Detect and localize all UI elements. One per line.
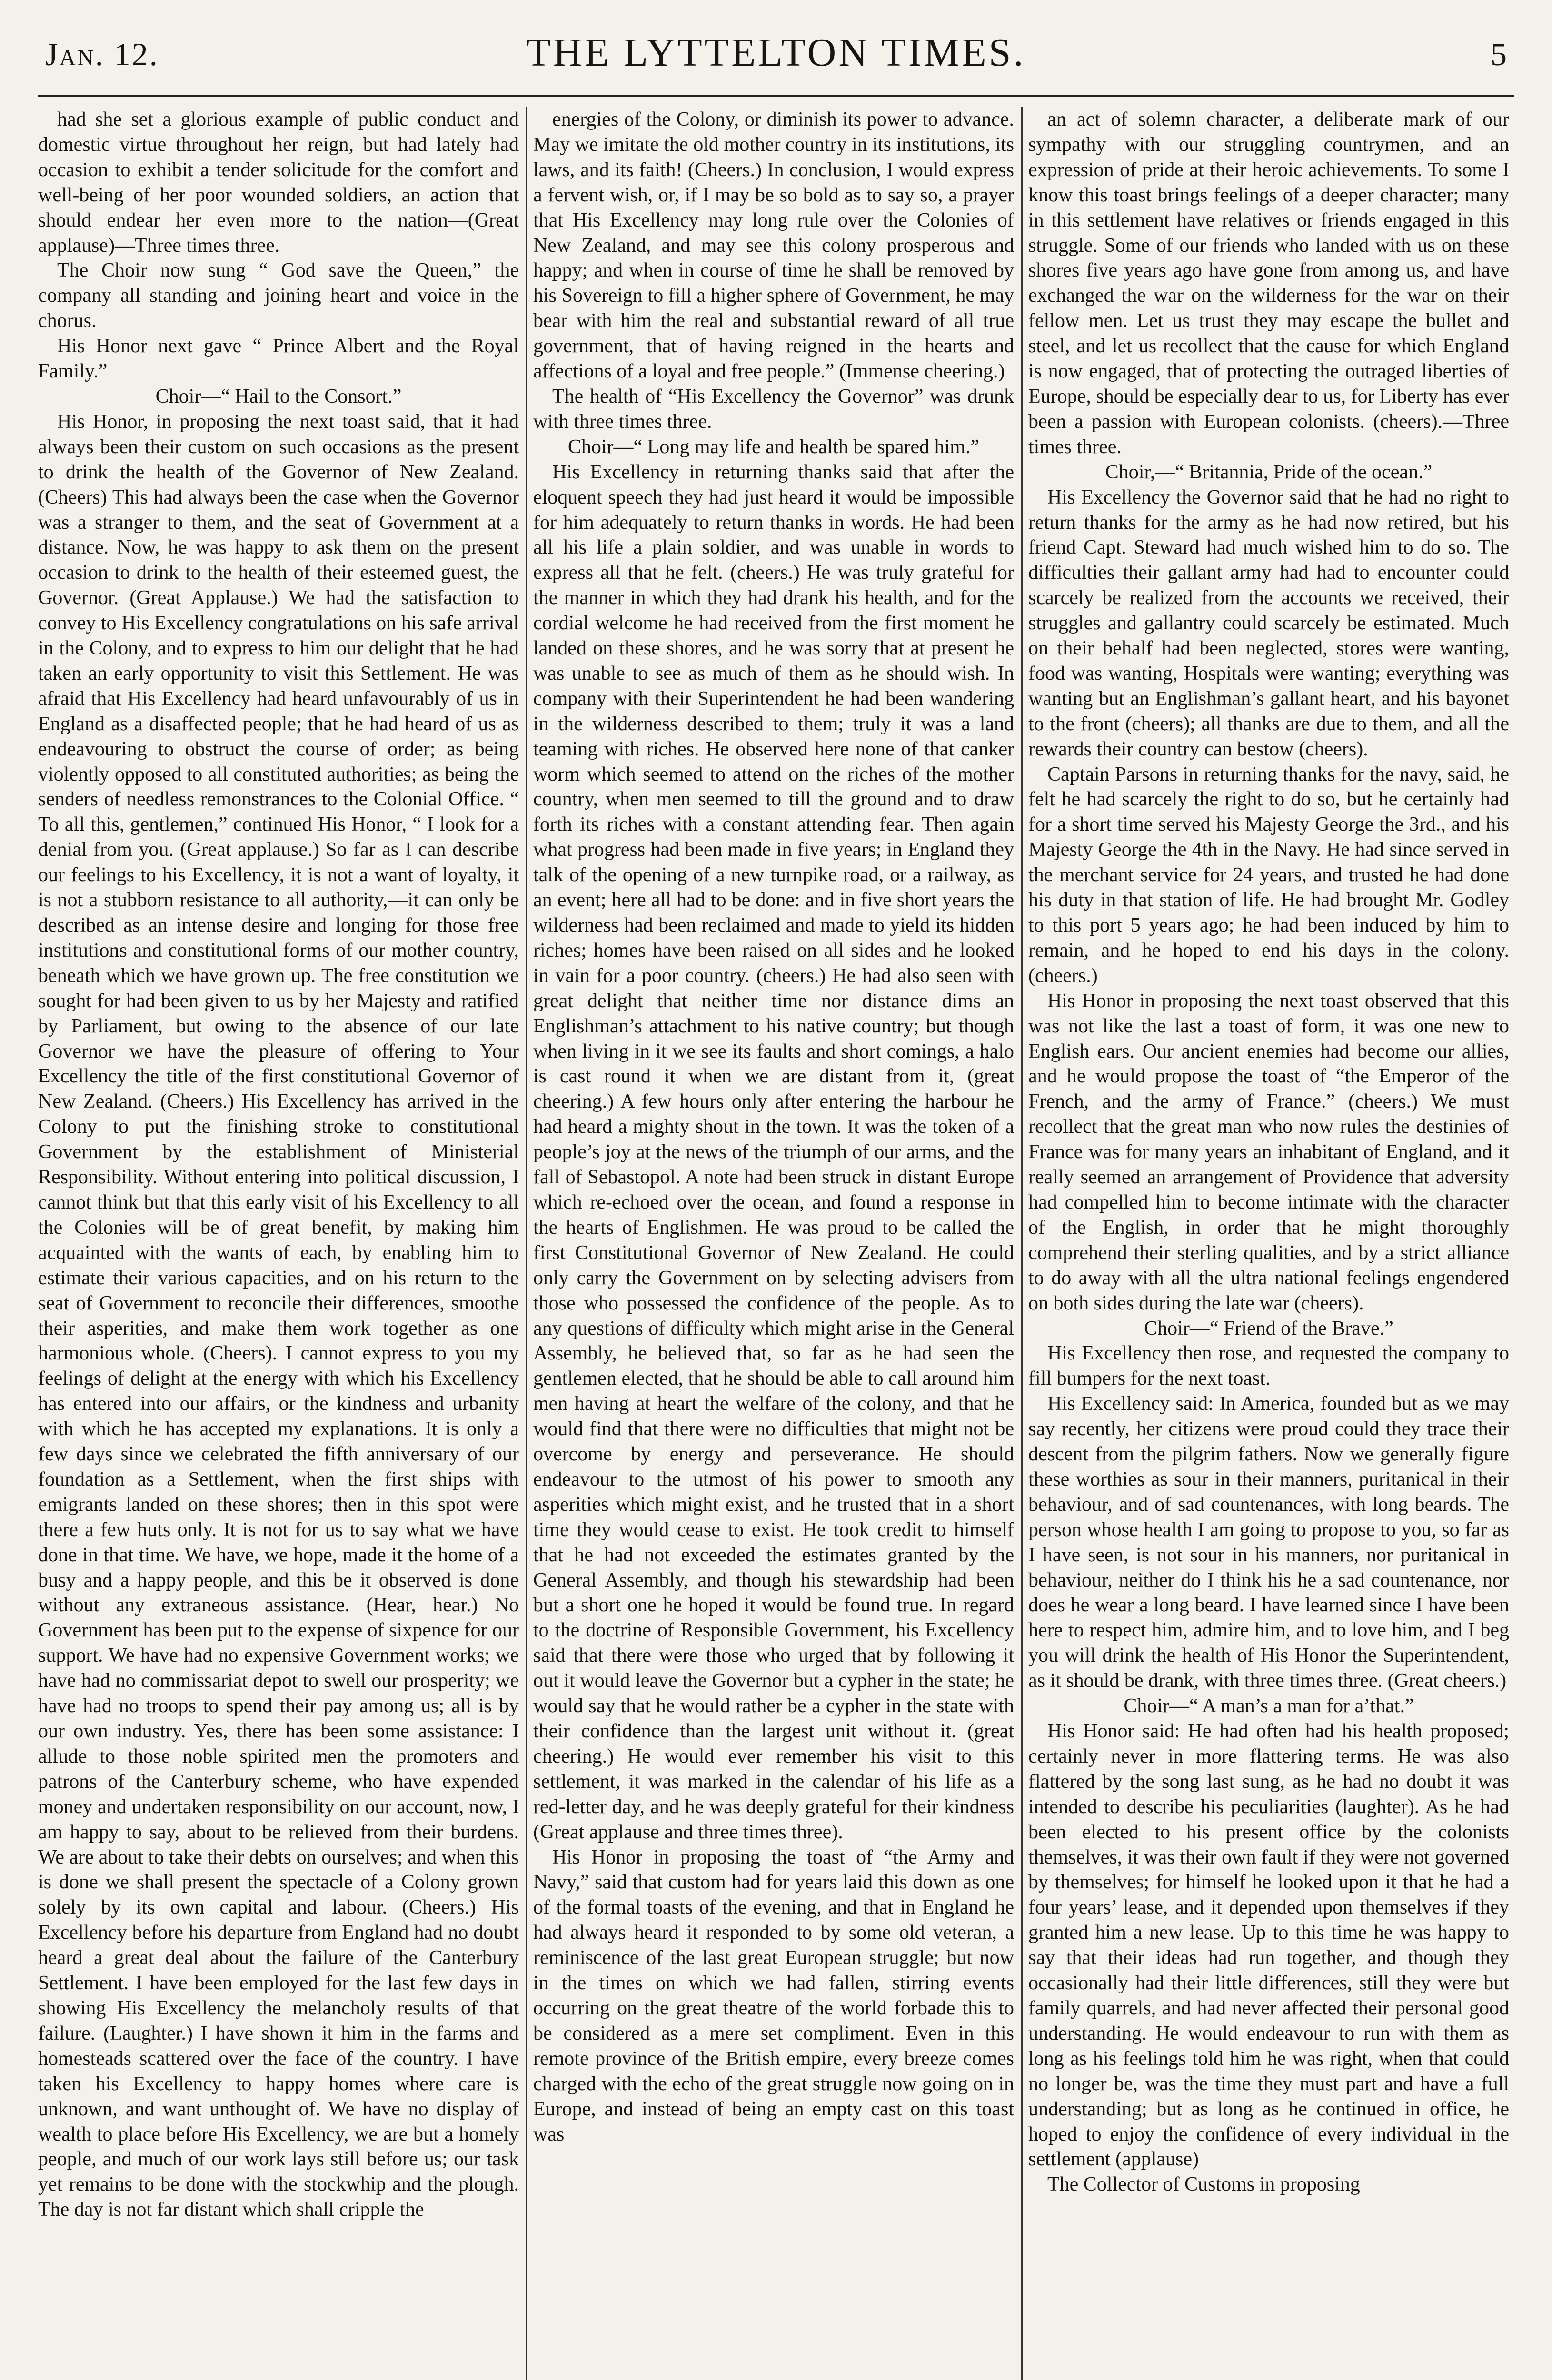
choir-line: Choir—“ Long may life and health be spared him.” [567,436,980,458]
column-divider [1021,107,1023,2380]
text-column-3 [1028,107,1509,2380]
paragraph: His Excellency in returning thanks said that after the eloquent speech they had just heard it would be impossible for him adequately to return thanks in words. He had been all his life a plain soldier, and was unable in words to express all that he felt. (cheers.) He was truly grateful for the manner in which they had drank his health, and for the cordial welcome he had received from the first moment he landed on these shores, and he was sorry that at present he was unable to see as much of them as he should wish. In company with their Superintendent he had been wandering in the wilderness described to them; truly it was a land teaming with riches. He observed here none of that canker worm which seemed to attend on the riches of the mother country, when men seemed to till the ground and to draw forth its riches with a constant attending fear. Then again what progress had been made in five years; in England they talk of the opening of a new turnpike road, or a railway, as an event; here all had to be done: and in five short years the wilderness had been reclaimed and made to yield its hidden riches; homes have been raised on all sides and he looked in vain for a poor country. (cheers.) He had also seen with great delight that neither time nor distance dims an Englishman’s attachment to his native country; but though when living in it we see its faults and short comings, a halo is cast round it when we are distant from it, (great cheering.) A few hours only after entering the harbour he had heard a mighty shout in the town. It was the token of a people’s joy at the news of the triumph of our arms, and the fall of Sebastopol. A note had been struck in distant Europe which re-echoed over the ocean, and found a response in the hearts of Englishmen. He was proud to be called the first Constitutional Governor of New Zealand. He could only carry the Government on by selecting advisers from those who possessed the confidence of the people. As to any questions of difficulty which might arise in the General Assembly, he believed that, so far as he had seen the gentlemen elected, that he should be able to call around him men having at heart the welfare of the colony, and that he would find that there were no difficulties that might not be overcome by energy and perseverance. He should endeavour to the utmost of his power to smooth any asperities which might exist, and he trusted that in a short time they would cease to exist. He took credit to himself that he had not exceeded the estimates granted by the General Assembly, and though his stewardship had been but a short one he hoped it would be found true. In regard to the doctrine of Responsible Government, his Excellency said that there were those who urged that by following it out it would leave the Governor but a cypher in the state; he would say that he would rather be a cypher in the state with their confidence than the largest unit without it. (great cheering.) He would ever remember his visit to this settlement, it was marked in the calendar of his life as a red-letter day, and he was deeply grateful for their kindness (Great applause and three times three). [533,461,1014,1843]
paragraph: His Honor in proposing the toast of “the Army and Navy,” said that custom had for years laid this down as one of the formal toasts of the evening, and that in England he had always heard it responded to by some old veteran, a reminiscence of the last great European struggle; but now in the times on which we had fallen, stirring events occurring on the great theatre of the world forbade this to be considered as a mere set compliment. Even in this remote province of the British empire, every breeze comes charged with the echo of the great struggle now going on in Europe, and instead of being an empty cast on this toast was [533,1846,1014,2145]
paragraph: His Honor, in proposing the next toast said, that it had always been their custom on such occasions as the present to drink the health of the Governor of New Zealand. (Cheers) This had always been the case when the Governor was a stranger to them, and the seat of Government at a distance. Now, he was happy to ask them on the present occasion to drink to the health of their esteemed guest, the Governor. (Great Applause.) We had the satisfaction to convey to His Excellency congratulations on his safe arrival in the Colony, and to express to him our delight that he had taken an early opportunity to visit this Settlement. He was afraid that His Excellency had heard unfavourably of us in England as a disaffected people; that he had heard of us as endeavouring to obstruct the course of order; as being violently opposed to all constituted authorities; as being the senders of needless remonstrances to the Colonial Office. “ To all this, gentlemen,” continued His Honor, “ I look for a denial from you. (Great applause.) So far as I can describe our feelings to his Excellency, it is not a want of loyalty, it is not a stubborn resistance to all authority,—it can only be described as an intense desire and longing for those free institutions and constitutional forms of our mother country, beneath which we have grown up. The free constitution we sought for had been given to us by her Majesty and ratified by Parliament, but owing to the absence of our late Governor we have the pleasure of offering to Your Excellency the title of the first constitutional Governor of New Zealand. (Cheers.) His Excellency has arrived in the Colony to put the finishing stroke to constitutional Government by the establishment of Ministerial Responsibility. Without entering into political discussion, I cannot think but that this early visit of his Excellency to all the Colonies will be of great benefit, by making him acquainted with the wants of each, by enabling him to estimate their various capacities, and on his return to the seat of Government to reconcile their differences, smoothe their asperities, and make them work together as one harmonious whole. (Cheers). I cannot express to you my feelings of delight at the energy with which his Excellency has entered into our affairs, or the kindness and urbanity with which he has accepted my explanations. It is only a few days since we celebrated the fifth anniversary of our foundation as a Settlement, when the first ships with emigrants landed on these shores; then in this spot were there a few huts only. It is not for us to say what we have done in that time. We have, we hope, made it the home of a busy and a happy people, and this be it observed is done without any extraneous assistance. (Hear, hear.) No Government has been put to the expense of sixpence for our support. We have had no expensive Government works; we have had no commissariat depot to swell our prosperity; we have had no troops to spend their pay among us; all is by our own industry. Yes, there has been some assistance: I allude to those noble spirited men the promoters and patrons of the Canterbury scheme, who have expended money and undertaken responsibility on our account, now, I am happy to say, about to be relieved from their burdens. We are about to take their debts on ourselves; and when this is done we shall present the spectacle of a Colony grown solely by its own capital and labour. (Cheers.) His Excellency before his departure from England had no doubt heard a great deal about the failure of the Canterbury Settlement. I have been employed for the last few days in showing His Excellency the melancholy results of that failure. (Laughter.) I have shown it him in the farms and homesteads scattered over the face of the country. I have taken his Excellency to happy homes where care is unknown, and want unthought of. We have no display of wealth to place before His Excellency, we are but a homely people, and much of our work lays still before us; our task yet remains to be done with the stockwhip and the plough. The day is not far distant which shall cripple the [38,410,519,2221]
header-rule [38,95,1514,97]
choir-line: Choir—“ A man’s a man for a’that.” [1124,1695,1414,1717]
paragraph: an act of solemn character, a deliberate mark of our sympathy with our struggling countrymen, and an expression of pride at their heroic achievements. To some I know this toast brings feelings of a deeper character; many in this settlement have relatives or friends engaged in this struggle. Some of our friends who landed with us on these shores five years ago have gone from among us, and have exchanged the war on the wilderness for the war on their fellow men. Let us trust they may escape the bullet and steel, and let us recollect that the cause for which England is now engaged, that of protecting the outraged liberties of Europe, should be especially dear to us, for Liberty has ever been a passion with European colonists. (cheers).—Three times three. [1028,109,1509,458]
choir-line: Choir—“ Friend of the Brave.” [1144,1317,1393,1339]
paragraph: Captain Parsons in returning thanks for the navy, said, he felt he had scarcely the right to do so, but he certainly had for a short time served his Majesty George the 3rd., and his Majesty George the 4th in the Navy. He had since served in the merchant service for 24 years, and trusted he had done his duty in that station of life. He had brought Mr. Godley to this port 5 years ago; he had been induced by him to remain, and he hoped to end his days in the colony. (cheers.) [1028,763,1509,987]
column-divider [526,107,527,2380]
paragraph: The Choir now sung “ God save the Queen,” the company all standing and joining heart and voice in the chorus. [38,259,519,332]
text-column-2 [533,107,1014,2380]
paragraph: His Honor said: He had often had his health proposed; certainly never in more flattering terms. He was also flattered by the song last sung, as he had no doubt it was intended to describe his peculiarities (laughter). As he had been elected to his present office by the colonists themselves, it was their own fault if they were not governed by themselves; for himself he looked upon it that he had a four years’ lease, and it depended upon themselves if they granted him a new lease. Up to this time he was happy to say that their ideas had run together, and though they occasionally had their little differences, still they were but family quarrels, and had never affected their personal good understanding. He would endeavour to run with them as long as his feelings told him he was right, when that could no longer be, was the time they must part and have a full understanding; but as long as he continued in office, he hoped to enjoy the confidence of every individual in the settlement (applause) [1028,1720,1509,2171]
paragraph: His Excellency said: In America, founded but as we may say recently, her citizens were proud could they trace their descent from the pilgrim fathers. Now we generally figure these worthies as sour in their manners, puritanical in their behaviour, and of sad countenances, with long beards. The person whose health I am going to propose to you, so far as I have seen, is not sour in his manners, nor puritanical in behaviour, neither do I think his he a sad countenance, nor does he wear a long beard. I have learned since I have been here to respect him, admire him, and to love him, and I beg you will drink the health of His Honor the Superintendent, as it should be drank, with three times three. (Great cheers.) [1028,1393,1509,1692]
paragraph: His Excellency then rose, and requested the company to fill bumpers for the next toast. [1028,1342,1509,1390]
newspaper-title: THE LYTTELTON TIMES. [526,30,1026,75]
choir-line: Choir,—“ Britannia, Pride of the ocean.” [1105,461,1433,483]
choir-line: Choir—“ Hail to the Consort.” [155,385,402,407]
paragraph: His Excellency the Governor said that he had no right to return thanks for the army as he had now retired, but his friend Capt. Steward had much wished him to do so. The difficulties their gallant army had had to encounter could scarcely be realized from the accounts we received, their struggles and gallantry could scarcely be estimated. Much on their behalf had been neglected, stores were wanting, food was wanting, Hospitals were wanting; everything was wanting but an Englishman’s gallant heart, and his bayonet to the front (cheers); all thanks are due to them, and all the rewards their country can bestow (cheers). [1028,486,1509,760]
paragraph: His Honor next gave “ Prince Albert and the Royal Family.” [38,335,519,383]
paragraph: His Honor in proposing the next toast observed that this was not like the last a toast of form, it was one new to English ears. Our ancient enemies had become our allies, and he would propose the toast of “the Emperor of the French, and the army of France.” (cheers.) We must recollect that the great man who now rules the destinies of France was for many years an inhabitant of England, and it really seemed an arrangement of Providence that adversity had compelled him to become intimate with the character of the English, in order that he might thoroughly comprehend their sterling qualities, and by a strict alliance to do away with all the ultra national feelings engendered on both sides during the late war (cheers). [1028,990,1509,1314]
paragraph: The Collector of Customs in proposing [1047,2173,1360,2196]
paragraph: had she set a glorious example of public conduct and domestic virtue throughout her reign, but had lately had occasion to exhibit a tender solicitude for the comfort and well-being of her poor wounded soldiers, an action that should endear her even more to the nation—(Great applause)—Three times three. [38,109,519,257]
masthead [0,0,1552,109]
issue-date: Jan. 12. [45,36,159,72]
page-number: 5 [1491,36,1507,72]
text-column-1 [38,107,519,2380]
paragraph: The health of “His Excellency the Governor” was drunk with three times three. [533,385,1014,433]
paragraph: energies of the Colony, or diminish its power to advance. May we imitate the old mother country in its institutions, its laws, and its faith! (Cheers.) In conclusion, I would express a fervent wish, or, if I may be so bold as to say so, a prayer that His Excellency may long rule over the Colonies of New Zealand, and may see this colony prosperous and happy; and when in course of time he shall be removed by his Sovereign to fill a higher sphere of Government, he may bear with him the real and substantial reward of all true government, that of having reigned in the hearts and affections of a loyal and free people.” (Immense cheering.) [533,109,1014,383]
